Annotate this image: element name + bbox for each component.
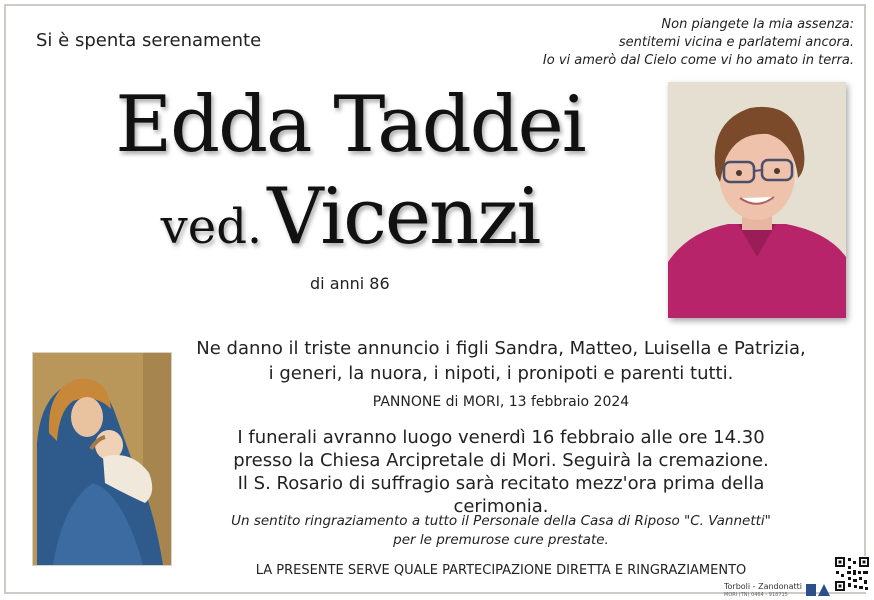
deceased-name: Edda Taddei	[115, 80, 585, 170]
quote-line: Io vi amerò dal Cielo come vi ho amato in terra.	[542, 53, 854, 68]
qr-code-icon[interactable]	[834, 556, 870, 592]
thanks-text	[196, 512, 806, 550]
quote-line: sentitemi vicina e parlatemi ancora.	[618, 35, 854, 50]
thanks-line: per le premurose cure prestate.	[393, 532, 609, 548]
thanks-line: Un sentito ringraziamento a tutto il Personale della Casa di Riposo "C. Vannetti"	[231, 513, 771, 529]
widow-prefix: ved.	[160, 199, 263, 255]
agency-details: MORI (TN) 0464 - 918715	[724, 592, 788, 598]
madonna-painting-drawing	[33, 353, 171, 565]
place-date: PANNONE di MORI, 13 febbraio 2024	[372, 394, 630, 410]
opening-phrase: Si è spenta serenamente	[36, 30, 262, 51]
announcement-text	[196, 336, 806, 386]
married-surname: Vicenzi	[267, 172, 540, 262]
announcement-line: Ne danno il triste annuncio i figli Sandra, Matteo, Luisella e Patrizia,	[196, 338, 806, 359]
memorial-quote	[494, 16, 854, 70]
madonna-child-painting	[32, 352, 172, 566]
funeral-line: presso la Chiesa Arcipretale di Mori. Seguirà la cremazione.	[233, 450, 769, 471]
quote-line: Non piangete la mia assenza:	[661, 17, 854, 32]
portrait-photo-drawing	[668, 82, 846, 318]
funeral-line: Il S. Rosario di suffragio sarà recitato mezz'ora prima della cerimonia.	[237, 473, 765, 517]
announcement-line: i generi, la nuora, i nipoti, i pronipoti e parenti tutti.	[268, 363, 734, 384]
agency-name: Torboli - Zandonatti	[724, 582, 802, 591]
funeral-line: I funerali avranno luogo venerdì 16 febbraio alle ore 14.30	[237, 427, 765, 448]
participation-notice: LA PRESENTE SERVE QUALE PARTECIPAZIONE DIRETTA E RINGRAZIAMENTO	[255, 563, 747, 578]
portrait-photo	[668, 82, 846, 318]
funeral-agency-logo	[724, 582, 804, 600]
agency-mark-icon	[806, 584, 830, 596]
deceased-married-name	[100, 172, 600, 262]
funeral-details	[196, 426, 806, 518]
age-text: di anni 86	[310, 274, 390, 293]
